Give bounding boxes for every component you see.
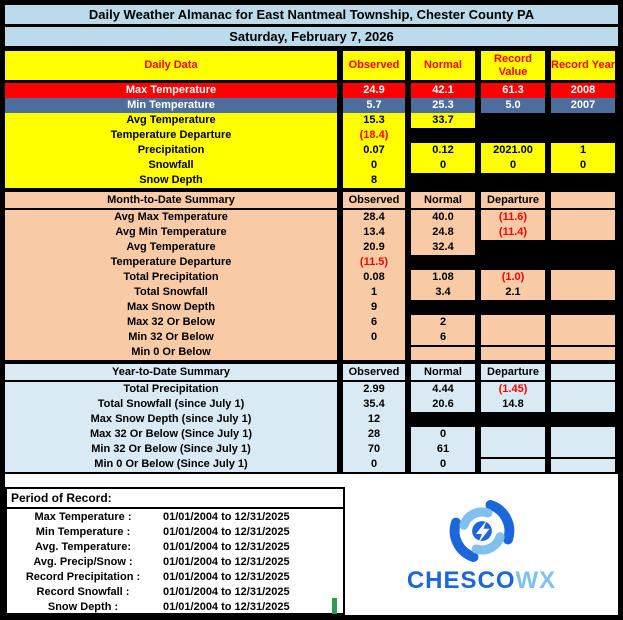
period-row xyxy=(7,554,343,569)
normal-value: 0 xyxy=(411,457,475,472)
chescowx-logo xyxy=(345,487,618,615)
column-header-normal: Normal xyxy=(411,364,475,380)
blackout-cell xyxy=(411,412,475,427)
observed-value: (18.4) xyxy=(343,128,405,143)
row-label: Min Temperature xyxy=(5,98,337,113)
normal-value: 3.4 xyxy=(411,285,475,300)
record-value: 0 xyxy=(481,158,545,173)
row-label: Avg Temperature xyxy=(5,113,337,128)
normal-value: 20.6 xyxy=(411,397,475,412)
normal-value: 24.8 xyxy=(411,225,475,240)
period-label: Record Precipitation : xyxy=(25,570,141,583)
date-title: Saturday, February 7, 2026 xyxy=(5,27,618,46)
blackout-cell xyxy=(551,240,615,255)
column-header-observed: Observed xyxy=(343,364,405,380)
logo-text-chesco: CHESCO xyxy=(406,567,516,594)
period-value: 01/01/2004 to 12/31/2025 xyxy=(163,510,290,523)
column-header-observed: Observed xyxy=(343,51,405,80)
empty-cell xyxy=(551,225,615,240)
blackout-cell xyxy=(551,255,615,270)
blackout-cell xyxy=(551,300,615,315)
empty-cell xyxy=(551,364,615,380)
observed-value: 6 xyxy=(343,315,405,330)
blackout-cell xyxy=(551,113,615,128)
blackout-cell xyxy=(481,300,545,315)
period-label: Avg. Temperature: xyxy=(35,540,131,553)
observed-value: 70 xyxy=(343,442,405,457)
empty-cell xyxy=(551,427,615,442)
period-of-record-title: Period of Record: xyxy=(7,489,343,509)
page-title: Daily Weather Almanac for East Nantmeal Township, Chester County PA xyxy=(5,5,618,24)
row-label: Avg Temperature xyxy=(5,240,337,255)
empty-cell xyxy=(551,397,615,412)
empty-cell xyxy=(481,427,545,442)
normal-value: 25.3 xyxy=(411,98,475,113)
empty-cell xyxy=(551,382,615,397)
observed-value xyxy=(343,345,405,360)
empty-cell xyxy=(551,210,615,225)
observed-value: 35.4 xyxy=(343,397,405,412)
period-value: 01/01/2004 to 12/31/2025 xyxy=(163,555,290,568)
row-label: Precipitation xyxy=(5,143,337,158)
empty-cell xyxy=(551,457,615,472)
logo-text-wx: WX xyxy=(515,567,557,594)
departure-value: (11.4) xyxy=(481,225,545,240)
record-year: 2007 xyxy=(551,98,615,113)
year-to-date-table xyxy=(5,364,618,472)
row-label: Total Precipitation xyxy=(5,382,337,397)
departure-value: 2.1 xyxy=(481,285,545,300)
normal-value: 61 xyxy=(411,442,475,457)
observed-value: 0 xyxy=(343,158,405,173)
normal-value: 0.12 xyxy=(411,143,475,158)
row-label: Min 0 Or Below (Since July 1) xyxy=(5,457,337,472)
normal-value: 33.7 xyxy=(411,113,475,128)
period-value: 01/01/2004 to 12/31/2025 xyxy=(163,525,290,538)
normal-value: 1.08 xyxy=(411,270,475,285)
column-header-departure: Departure xyxy=(481,364,545,380)
row-label: Max Snow Depth xyxy=(5,300,337,315)
period-value: 01/01/2004 to 12/31/2025 xyxy=(163,600,290,613)
observed-value: 24.9 xyxy=(343,83,405,98)
chescowx-swirl-icon xyxy=(442,493,522,569)
observed-value: 28 xyxy=(343,427,405,442)
empty-cell xyxy=(481,442,545,457)
daily-data-table xyxy=(5,51,618,188)
period-label: Record Snowfall : xyxy=(36,585,130,598)
observed-value: 15.3 xyxy=(343,113,405,128)
departure-value: 14.8 xyxy=(481,397,545,412)
period-row xyxy=(7,539,343,554)
empty-cell xyxy=(551,330,615,345)
normal-value: 4.44 xyxy=(411,382,475,397)
blackout-cell xyxy=(411,173,475,188)
departure-value: (11.6) xyxy=(481,210,545,225)
row-label: Temperature Departure xyxy=(5,128,337,143)
empty-cell xyxy=(481,345,545,360)
normal-value: 0 xyxy=(411,427,475,442)
period-label: Min Temperature : xyxy=(35,525,131,538)
row-label: Max Snow Depth (since July 1) xyxy=(5,412,337,427)
departure-value: (1.45) xyxy=(481,382,545,397)
blackout-cell xyxy=(481,173,545,188)
month-to-date-table xyxy=(5,192,618,360)
row-label: Min 32 Or Below xyxy=(5,330,337,345)
normal-value: 40.0 xyxy=(411,210,475,225)
bottom-panel xyxy=(5,474,618,615)
empty-cell xyxy=(551,315,615,330)
empty-cell xyxy=(481,315,545,330)
blackout-cell xyxy=(551,173,615,188)
period-row xyxy=(7,584,343,599)
row-label: Avg Max Temperature xyxy=(5,210,337,225)
section-header-ytd: Year-to-Date Summary xyxy=(5,364,337,380)
observed-value: 9 xyxy=(343,300,405,315)
blackout-cell xyxy=(411,255,475,270)
period-label: Max Temperature : xyxy=(34,510,132,523)
blackout-cell xyxy=(481,255,545,270)
observed-value: 2.99 xyxy=(343,382,405,397)
row-label: Total Snowfall (since July 1) xyxy=(5,397,337,412)
normal-value: 42.1 xyxy=(411,83,475,98)
empty-cell xyxy=(481,330,545,345)
period-label: Avg. Precip/Snow : xyxy=(33,555,133,568)
column-header-normal: Normal xyxy=(411,51,475,80)
period-of-record-box xyxy=(5,487,345,615)
empty-cell xyxy=(481,457,545,472)
row-label: Avg Min Temperature xyxy=(5,225,337,240)
column-header-record-value: Record Value xyxy=(481,51,545,80)
departure-value: (1.0) xyxy=(481,270,545,285)
observed-value: 13.4 xyxy=(343,225,405,240)
column-header-record-year: Record Year xyxy=(551,51,615,80)
blackout-cell xyxy=(481,113,545,128)
blackout-cell xyxy=(411,128,475,143)
normal-value: 0 xyxy=(411,158,475,173)
observed-value: 28.4 xyxy=(343,210,405,225)
row-label: Temperature Departure xyxy=(5,255,337,270)
row-label: Max 32 Or Below xyxy=(5,315,337,330)
blackout-cell xyxy=(551,412,615,427)
record-value: 61.3 xyxy=(481,83,545,98)
observed-value: 0.08 xyxy=(343,270,405,285)
row-label: Min 32 Or Below (Since July 1) xyxy=(5,442,337,457)
observed-value: 0 xyxy=(343,330,405,345)
record-year: 1 xyxy=(551,143,615,158)
observed-value: (11.5) xyxy=(343,255,405,270)
green-marker xyxy=(332,598,337,614)
row-label: Snow Depth xyxy=(5,173,337,188)
empty-cell xyxy=(551,285,615,300)
blackout-cell xyxy=(481,240,545,255)
empty-cell xyxy=(551,345,615,360)
blackout-cell xyxy=(481,128,545,143)
blackout-cell xyxy=(481,412,545,427)
observed-value: 0.07 xyxy=(343,143,405,158)
row-label: Total Snowfall xyxy=(5,285,337,300)
normal-value: 6 xyxy=(411,330,475,345)
period-row xyxy=(7,569,343,584)
empty-cell xyxy=(551,270,615,285)
observed-value: 1 xyxy=(343,285,405,300)
record-year: 0 xyxy=(551,158,615,173)
row-label: Snowfall xyxy=(5,158,337,173)
record-value: 5.0 xyxy=(481,98,545,113)
observed-value: 0 xyxy=(343,457,405,472)
period-value: 01/01/2004 to 12/31/2025 xyxy=(163,540,290,553)
record-year: 2008 xyxy=(551,83,615,98)
observed-value: 5.7 xyxy=(343,98,405,113)
period-label: Snow Depth : xyxy=(47,600,119,613)
blackout-cell xyxy=(551,128,615,143)
period-value: 01/01/2004 to 12/31/2025 xyxy=(163,570,290,583)
period-row xyxy=(7,509,343,524)
row-label: Max Temperature xyxy=(5,83,337,98)
empty-cell xyxy=(551,192,615,208)
column-header-departure: Departure xyxy=(481,192,545,208)
period-row xyxy=(7,524,343,539)
column-header-normal: Normal xyxy=(411,192,475,208)
row-label: Max 32 Or Below (Since July 1) xyxy=(5,427,337,442)
period-value: 01/01/2004 to 12/31/2025 xyxy=(163,585,290,598)
observed-value: 12 xyxy=(343,412,405,427)
blackout-cell xyxy=(411,300,475,315)
chescowx-wordmark xyxy=(407,569,556,593)
normal-value: 2 xyxy=(411,315,475,330)
row-label: Min 0 Or Below xyxy=(5,345,337,360)
column-header-daily-data: Daily Data xyxy=(5,51,337,80)
section-header-mtd: Month-to-Date Summary xyxy=(5,192,337,208)
period-row xyxy=(7,599,343,614)
observed-value: 8 xyxy=(343,173,405,188)
empty-cell xyxy=(411,345,475,360)
empty-cell xyxy=(551,442,615,457)
row-label: Total Precipitation xyxy=(5,270,337,285)
record-value: 2021.00 xyxy=(481,143,545,158)
normal-value: 32.4 xyxy=(411,240,475,255)
observed-value: 20.9 xyxy=(343,240,405,255)
column-header-observed: Observed xyxy=(343,192,405,208)
